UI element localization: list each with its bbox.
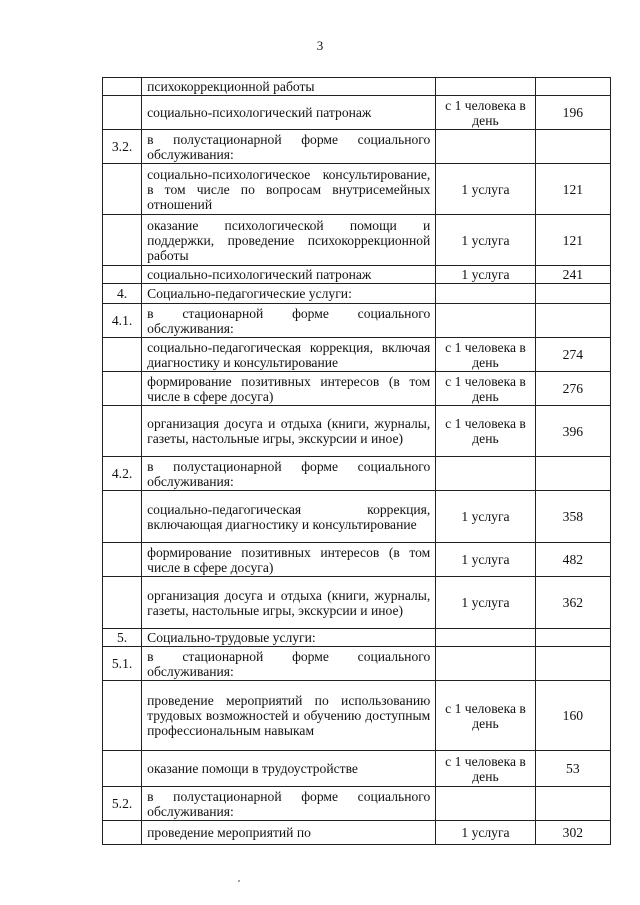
service-name: Социально-трудовые услуги: xyxy=(142,629,436,647)
service-name: в полустационарной форме социального обслуживания: xyxy=(142,130,436,164)
table-row xyxy=(103,821,611,845)
page-number: 3 xyxy=(316,38,324,53)
table-row xyxy=(103,457,611,491)
tariff-value xyxy=(535,304,610,338)
tariff-value xyxy=(535,629,610,647)
unit-of-measure: с 1 человека в день xyxy=(436,751,535,787)
unit-of-measure xyxy=(436,304,535,338)
service-name: социально-педагогическая коррекция, включая диагностику и консультирование xyxy=(142,338,436,372)
unit-of-measure xyxy=(436,78,535,96)
tariff-value xyxy=(535,647,610,681)
unit-of-measure xyxy=(436,629,535,647)
table-row xyxy=(103,629,611,647)
unit-of-measure xyxy=(436,284,535,304)
service-name: в полустационарной форме социального обслуживания: xyxy=(142,787,436,821)
service-name: в стационарной форме социального обслуживания: xyxy=(142,647,436,681)
row-number xyxy=(103,681,142,751)
table-row xyxy=(103,266,611,284)
unit-of-measure: 1 услуга xyxy=(436,164,535,215)
service-name: в полустационарной форме социального обслуживания: xyxy=(142,457,436,491)
service-name: организация досуга и отдыха (книги, журналы, газеты, настольные игры, экскурсии и иное) xyxy=(142,406,436,457)
row-number xyxy=(103,266,142,284)
unit-of-measure: 1 услуга xyxy=(436,543,535,577)
tariff-value xyxy=(535,787,610,821)
tariff-value: 241 xyxy=(535,266,610,284)
service-name: формирование позитивных интересов (в том числе в сфере досуга) xyxy=(142,543,436,577)
table-row xyxy=(103,215,611,266)
table-row xyxy=(103,543,611,577)
unit-of-measure: 1 услуга xyxy=(436,215,535,266)
tariff-value: 53 xyxy=(535,751,610,787)
tariff-table-body xyxy=(103,78,611,845)
table-row xyxy=(103,491,611,543)
tariff-value: 160 xyxy=(535,681,610,751)
table-row xyxy=(103,96,611,130)
table-row xyxy=(103,338,611,372)
unit-of-measure: 1 услуга xyxy=(436,266,535,284)
service-name: социально-психологическое консультирование, в том числе по вопросам внутрисемейных отношений xyxy=(142,164,436,215)
service-name: социально-психологический патронаж xyxy=(142,266,436,284)
row-number: 5.1. xyxy=(103,647,142,681)
row-number xyxy=(103,215,142,266)
tariff-value: 396 xyxy=(535,406,610,457)
row-number xyxy=(103,751,142,787)
table-row xyxy=(103,304,611,338)
table-row xyxy=(103,284,611,304)
service-name: проведение мероприятий по xyxy=(142,821,436,845)
unit-of-measure xyxy=(436,647,535,681)
row-number xyxy=(103,372,142,406)
tariff-value: 482 xyxy=(535,543,610,577)
unit-of-measure: 1 услуга xyxy=(436,491,535,543)
table-row xyxy=(103,78,611,96)
row-number xyxy=(103,338,142,372)
service-name: социально-педагогическая коррекция, включающая диагностику и консультирование xyxy=(142,491,436,543)
unit-of-measure: с 1 человека в день xyxy=(436,96,535,130)
service-name: оказание помощи в трудоустройстве xyxy=(142,751,436,787)
unit-of-measure: с 1 человека в день xyxy=(436,681,535,751)
row-number xyxy=(103,406,142,457)
tariff-value xyxy=(535,130,610,164)
row-number: 4.2. xyxy=(103,457,142,491)
row-number xyxy=(103,543,142,577)
table-row xyxy=(103,647,611,681)
unit-of-measure: с 1 человека в день xyxy=(436,406,535,457)
tariff-value: 362 xyxy=(535,577,610,629)
tariff-value: 274 xyxy=(535,338,610,372)
table-row xyxy=(103,751,611,787)
tariff-value xyxy=(535,457,610,491)
service-name: проведение мероприятий по использованию трудовых возможностей и обучению доступным профессиональным навыкам xyxy=(142,681,436,751)
service-name: формирование позитивных интересов (в том числе в сфере досуга) xyxy=(142,372,436,406)
service-name: организация досуга и отдыха (книги, журналы, газеты, настольные игры, экскурсии и иное) xyxy=(142,577,436,629)
row-number xyxy=(103,491,142,543)
unit-of-measure xyxy=(436,457,535,491)
table-row xyxy=(103,130,611,164)
row-number: 4. xyxy=(103,284,142,304)
tariff-value xyxy=(535,284,610,304)
row-number xyxy=(103,78,142,96)
service-name: социально-психологический патронаж xyxy=(142,96,436,130)
service-name: психокоррекционной работы xyxy=(142,78,436,96)
tariff-value: 302 xyxy=(535,821,610,845)
row-number: 3.2. xyxy=(103,130,142,164)
unit-of-measure xyxy=(436,130,535,164)
table-row xyxy=(103,577,611,629)
tariff-value: 276 xyxy=(535,372,610,406)
scan-speck xyxy=(238,880,240,882)
tariff-value xyxy=(535,78,610,96)
tariff-value: 121 xyxy=(535,164,610,215)
table-row xyxy=(103,164,611,215)
tariff-value: 121 xyxy=(535,215,610,266)
unit-of-measure: с 1 человека в день xyxy=(436,338,535,372)
row-number: 4.1. xyxy=(103,304,142,338)
table-row xyxy=(103,681,611,751)
row-number xyxy=(103,821,142,845)
service-name: Социально-педагогические услуги: xyxy=(142,284,436,304)
row-number xyxy=(103,96,142,130)
unit-of-measure xyxy=(436,787,535,821)
unit-of-measure: с 1 человека в день xyxy=(436,372,535,406)
unit-of-measure: 1 услуга xyxy=(436,577,535,629)
row-number xyxy=(103,164,142,215)
tariff-value: 196 xyxy=(535,96,610,130)
tariff-table xyxy=(102,77,611,845)
table-row xyxy=(103,406,611,457)
table-row xyxy=(103,372,611,406)
table-row xyxy=(103,787,611,821)
service-name: в стационарной форме социального обслуживания: xyxy=(142,304,436,338)
tariff-value: 358 xyxy=(535,491,610,543)
service-name: оказание психологической помощи и поддержки, проведение психокоррекционной работы xyxy=(142,215,436,266)
row-number xyxy=(103,577,142,629)
row-number: 5.2. xyxy=(103,787,142,821)
row-number: 5. xyxy=(103,629,142,647)
unit-of-measure: 1 услуга xyxy=(436,821,535,845)
